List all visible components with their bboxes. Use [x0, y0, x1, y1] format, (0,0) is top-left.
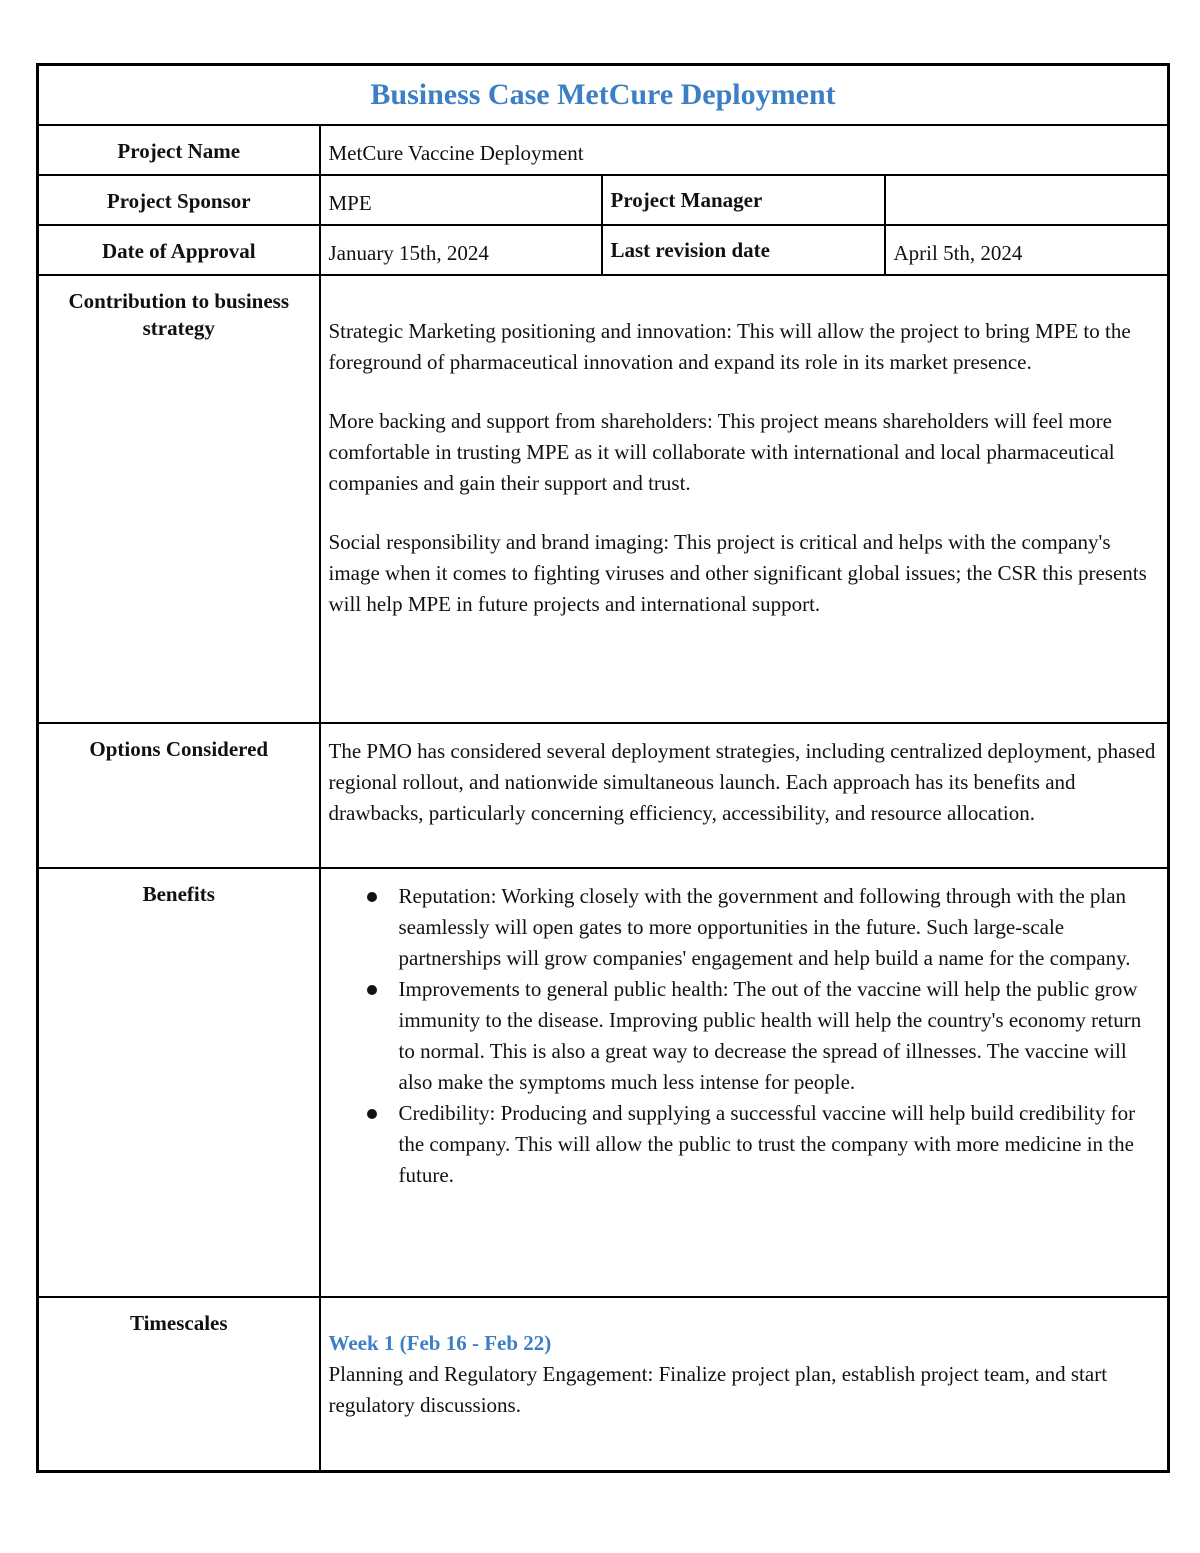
options-content: The PMO has considered several deployment strategies, including centralized deployment, phased regional rollout, and nationwide simultaneous launch. Each approach has its benefits and drawbacks, particularly concerning efficiency, accessibility, and resource allocation. [320, 723, 1169, 868]
project-name-label: Project Name [38, 125, 320, 175]
business-case-table [36, 63, 1170, 1473]
week-heading: Week 1 (Feb 16 - Feb 22) [328, 1331, 552, 1355]
last-revision-label: Last revision date [602, 225, 885, 275]
last-revision-value: April 5th, 2024 [885, 225, 1169, 275]
date-of-approval-label: Date of Approval [38, 225, 320, 275]
benefits-label: Benefits [38, 868, 320, 1297]
benefits-content [320, 868, 1169, 1297]
strategy-paragraph: More backing and support from shareholders: This project means shareholders will feel more comfortable in trusting MPE as it will collaborate with international and local pharmaceutical companies and gain their support and trust. [328, 409, 1115, 495]
list-item: Improvements to general public health: The out of the vaccine will help the public grow immunity to the disease. Improving public health will help the country's economy return to normal. This is also a great way to decrease the spread of illnesses. The vaccine will also make the symptoms much less intense for people. [399, 974, 1160, 1098]
timescales-content [320, 1297, 1169, 1472]
project-sponsor-value: MPE [320, 175, 602, 225]
document-title: Business Case MetCure Deployment [38, 65, 1169, 126]
strategy-paragraph: Social responsibility and brand imaging: This project is critical and helps with the company's image when it comes to fighting viruses and other significant global issues; the CSR this presents will help MPE in future projects and international support. [328, 530, 1147, 616]
list-item: Reputation: Working closely with the government and following through with the plan seamlessly will open gates to more opportunities in the future. Such large-scale partnerships will grow companies' engagement and help build a name for the company. [399, 881, 1160, 974]
project-manager-value [885, 175, 1169, 225]
project-sponsor-label: Project Sponsor [38, 175, 320, 225]
project-manager-label: Project Manager [602, 175, 885, 225]
list-item: Credibility: Producing and supplying a successful vaccine will help build credibility for the company. This will allow the public to trust the company with more medicine in the future. [399, 1098, 1160, 1191]
date-of-approval-value: January 15th, 2024 [320, 225, 602, 275]
strategy-paragraph: Strategic Marketing positioning and innovation: This will allow the project to bring MPE to the foreground of pharmaceutical innovation and expand its role in its market presence. [328, 319, 1131, 374]
options-label: Options Considered [38, 723, 320, 868]
timescales-label: Timescales [38, 1297, 320, 1472]
week-description: Planning and Regulatory Engagement: Finalize project plan, establish project team, and start regulatory discussions. [328, 1362, 1108, 1417]
benefits-list [329, 881, 1160, 1191]
strategy-content [320, 275, 1169, 723]
strategy-label: Contribution to business strategy [38, 275, 320, 723]
project-name-value: MetCure Vaccine Deployment [320, 125, 1169, 175]
